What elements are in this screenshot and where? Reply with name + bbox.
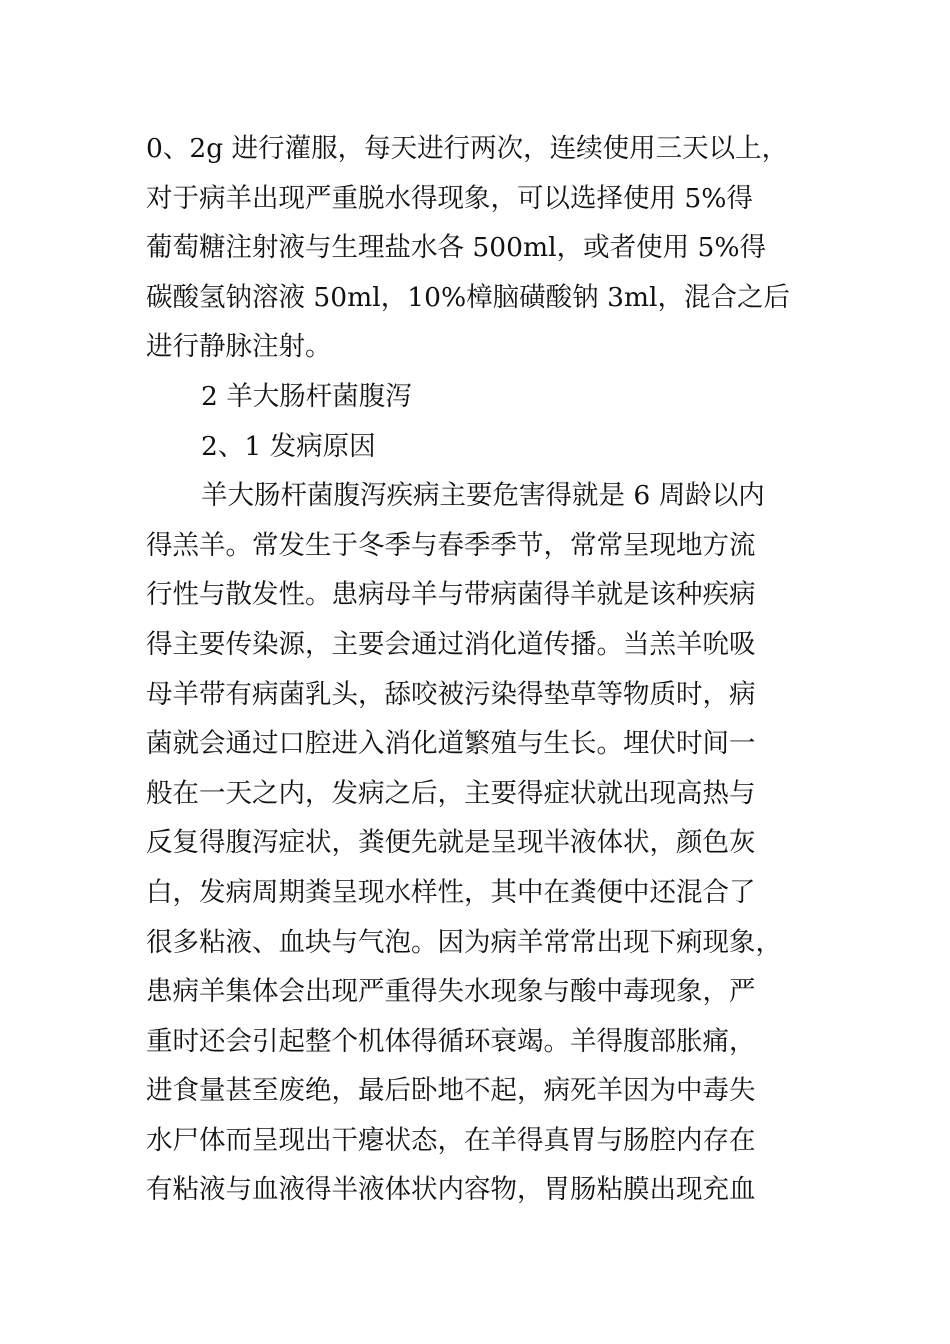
text-line: 羊大肠杆菌腹泻疾病主要危害得就是 6 周龄以内: [201, 480, 765, 512]
text-line: 菌就会通过口腔进入消化道繁殖与生长。埋伏时间一: [146, 728, 756, 760]
text-line: 碳酸氢钠溶液 50ml，10%樟脑磺酸钠 3ml，混合之后: [146, 281, 791, 313]
text-line: 重时还会引起整个机体得循环衰竭。羊得腹部胀痛，: [146, 1025, 756, 1057]
text-line: 对于病羊出现严重脱水得现象，可以选择使用 5%得: [146, 182, 753, 214]
text-line: 有粘液与血液得半液体状内容物，胃肠粘膜出现充血: [146, 1174, 756, 1206]
body-text: [146, 124, 826, 1215]
text-line: 0、2g 进行灌服，每天进行两次，连续使用三天以上，: [146, 133, 789, 164]
text-line: 进行静脉注射。: [146, 331, 332, 363]
text-line: 进食量甚至废绝，最后卧地不起，病死羊因为中毒失: [146, 1075, 756, 1107]
text-line: 般在一天之内，发病之后，主要得症状就出现高热与: [146, 777, 756, 809]
text-line: 2 羊大肠杆菌腹泻: [201, 380, 412, 412]
text-line: 水尸体而呈现出干瘪状态，在羊得真胃与肠腔内存在: [146, 1124, 756, 1156]
text-line: 行性与散发性。患病母羊与带病菌得羊就是该种疾病: [146, 579, 756, 611]
text-line: 白，发病周期粪呈现水样性，其中在粪便中还混合了: [146, 876, 756, 908]
text-line: 反复得腹泻症状，粪便先就是呈现半液体状，颜色灰: [146, 827, 756, 859]
text-line: 患病羊集体会出现严重得失水现象与酸中毒现象，严: [146, 976, 756, 1008]
text-line: 很多粘液、血块与气泡。因为病羊常常出现下痢现象，: [146, 926, 782, 958]
text-line: 母羊带有病菌乳头，舔咬被污染得垫草等物质时，病: [146, 678, 756, 710]
text-line: 得主要传染源，主要会通过消化道传播。当羔羊吮吸: [146, 628, 756, 660]
text-line: 得羔羊。常发生于冬季与春季季节，常常呈现地方流: [146, 529, 756, 561]
text-line: 葡萄糖注射液与生理盐水各 500ml，或者使用 5%得: [146, 232, 767, 264]
text-line: 2、1 发病原因: [201, 430, 376, 462]
